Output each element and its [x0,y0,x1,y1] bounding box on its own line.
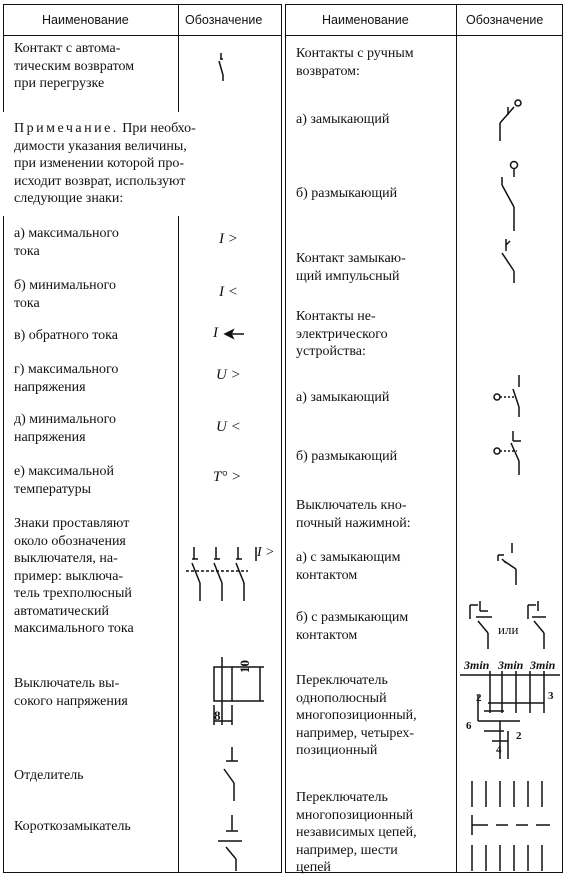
dim-3: 3 [548,690,554,702]
item-min-voltage: д) минимального напряжения [14,412,116,445]
push-button-break-label: б) с размыкающим контактом [296,610,409,643]
col-name-header-right: Наименование [322,13,409,27]
push-button-break-icon-a [466,599,502,651]
auto-return-contact-label: Контакт с автома- тическим возвратом при перегрузке [14,41,135,91]
item-max-voltage: г) максимального напряжения [14,362,119,395]
push-button-break-icon-b [524,599,560,651]
independent-circuits-switch-label: Переключатель многопозиционный независимых цепей, например, шести цепей [296,790,417,875]
right-table-header [286,5,562,36]
nonelectric-make-contact-icon [491,373,531,419]
nonelectric-make-label: а) замыкающий [296,390,390,405]
manual-make-label: а) замыкающий [296,112,390,127]
note-heading: Примечание. [14,121,119,136]
nonelectric-break-contact-icon [491,429,531,479]
nonelectric-contacts-label: Контакты не- электрического устройства: [296,309,388,359]
dim-2: 2 [476,692,482,704]
item-max-current: а) максимального тока [14,226,119,259]
impulse-contact-label: Контакт замыкаю- щий импульсный [296,251,406,284]
reverse-arrow-icon [223,328,245,342]
hv-switch-label: Выключатель вы- сокого напряжения [14,676,128,709]
three-pole-breaker-label: Знаки проставляют около обозначения выключателя, на- пример: выключа- тель трехполюсный автоматический максимального тока [14,516,134,636]
max-current-symbol: I > [219,231,238,247]
manual-make-contact-icon [494,93,524,143]
note-text: Примечание. При необхо- димости указания величины, при изменении которой про- исходит возврат, используют следующие знаки: [14,121,196,206]
manual-break-label: б) размыкающий [296,186,398,201]
auto-return-contact-icon [209,53,239,83]
item-min-current: б) минимального тока [14,278,116,311]
item-reverse-current: в) обратного тока [14,328,118,343]
hv-dim-height: 10 [237,660,252,673]
col-name-header: Наименование [42,13,129,27]
nonelectric-break-label: б) размыкающий [296,449,398,464]
dim-top-1: 3min [464,658,490,672]
impulse-contact-icon [496,237,526,287]
min-voltage-symbol: U < [216,419,241,435]
col-symbol-header-right: Обозначение [466,13,544,27]
disconnector-label: Отделитель [14,768,84,783]
three-pole-breaker-icon [186,543,258,605]
single-pole-switch-label: Переключатель однополюсный многопозиционный, например, четырех- позиционный [296,673,417,758]
dim-top-2: 3min [498,658,524,672]
max-voltage-symbol: U > [216,367,241,383]
disconnector-icon [212,745,248,803]
or-text: или [498,622,519,637]
breaker-max-current-symbol: I > [257,545,275,560]
right-table [285,4,563,873]
dim-top-3: 3min [530,658,556,672]
manual-return-label: Контакты с ручным возвратом: [296,46,414,79]
manual-break-contact-icon [496,155,526,235]
push-button-make-label: а) с замыкающим контактом [296,550,401,583]
column-divider-right [456,5,457,872]
short-circuiter-label: Короткозамыкатель [14,819,131,834]
dim-2b: 2 [516,730,522,742]
col-symbol-header: Обозначение [185,13,263,27]
min-current-symbol: I < [219,284,238,300]
dim-6: 6 [466,720,472,732]
reverse-current-symbol: I [213,325,218,341]
left-table [3,4,282,873]
short-circuiter-icon [214,813,250,873]
max-temperature-symbol: T° > [213,469,242,485]
independent-circuits-switch-icon [468,781,558,873]
push-button-make-icon [494,541,530,589]
left-table-header [4,5,281,36]
hv-dim-width: 8 [214,708,221,723]
dim-4: 4 [496,744,502,756]
push-button-label: Выключатель кно- почный нажимной: [296,498,411,531]
multiposition-switch-diagram [460,655,562,765]
item-max-temperature: е) максимальной температуры [14,464,114,497]
